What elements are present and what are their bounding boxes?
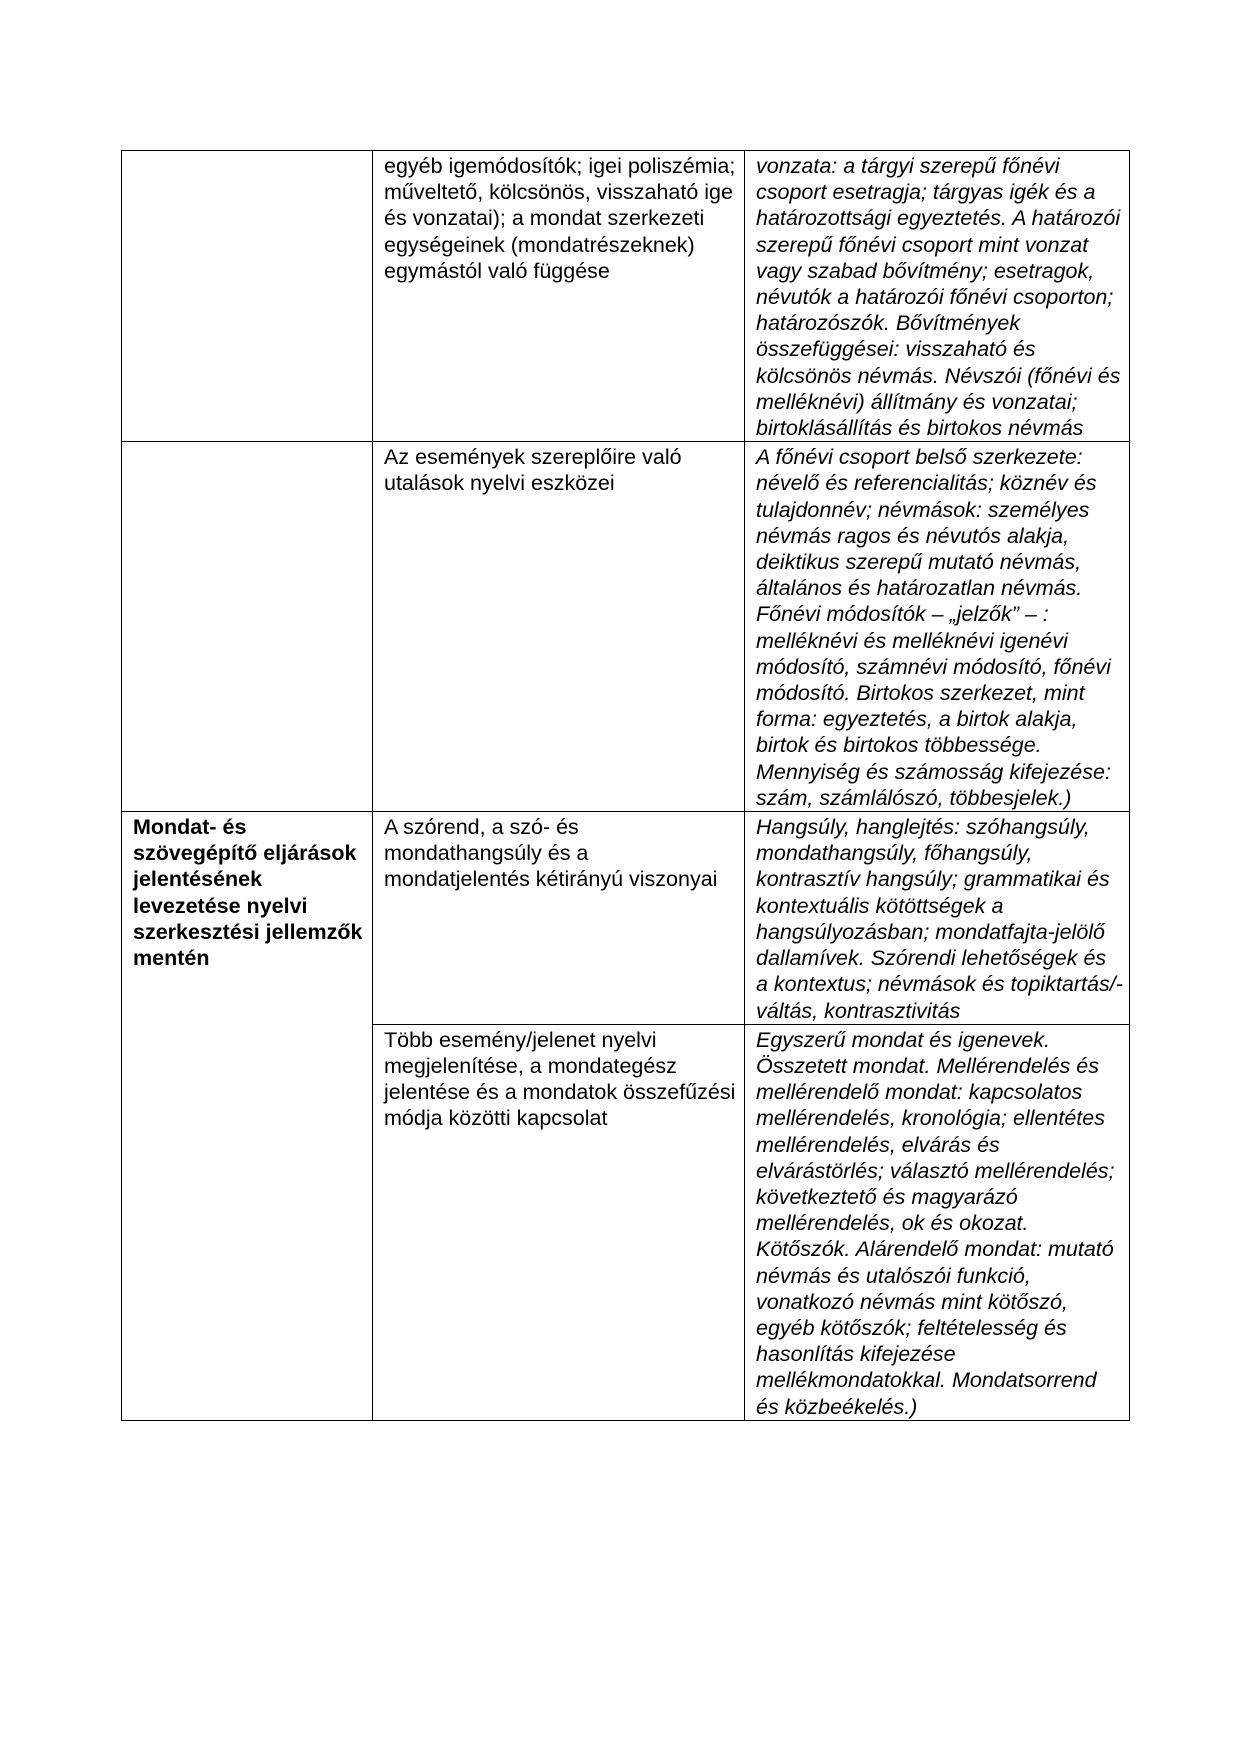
table-row	[122, 151, 1130, 442]
content-cell: Hangsúly, hanglejtés: szóhangsúly, mondathangsúly, főhangsúly, kontrasztív hangsúly; grammatikai és kontextuális kötöttségek a hangsúlyozásban; mondatfajta-jelölő dallamívek. Szórendi lehetőségek és a kontextus; névmások és topiktartás/-váltás, kontrasztivitás	[745, 812, 1130, 1025]
content-cell: Egyszerű mondat és igenevek. Összetett mondat. Mellérendelés és mellérendelő mondat: kapcsolatos mellérendelés, kronológia; ellentétes mellérendelés, elvárás és elvárástörlés; választó mellérendelés; következtető és magyarázó mellérendelés, ok és okozat. Kötőszók. Alárendelő mondat: mutató névmás és utalószói funkció, vonatkozó névmás mint kötőszó, egyéb kötőszók; feltételesség és hasonlítás kifejezése mellékmondatokkal. Mondatsorrend és közbeékelés.)	[745, 1024, 1130, 1420]
subtopic-cell: Több esemény/jelenet nyelvi megjelenítése, a mondategész jelentése és a mondatok összefűzési módja közötti kapcsolat	[373, 1024, 745, 1420]
table-row	[122, 812, 1130, 1025]
subtopic-cell: egyéb igemódosítók; igei poliszémia; műveltető, kölcsönös, visszaható ige és vonzatai); a mondat szerkezeti egységeinek (mondatrészeknek) egymástól való függése	[373, 151, 745, 442]
content-cell: A főnévi csoport belső szerkezete: névelő és referencialitás; köznév és tulajdonnév; névmások: személyes névmás ragos és névutós alakja, deiktikus szerepű mutató névmás, általános és határozatlan névmás. Főnévi módosítók – „jelzők” – : melléknévi és melléknévi igenévi módosító, számnévi módosító, főnévi módosító. Birtokos szerkezet, mint forma: egyeztetés, a birtok alakja, birtok és birtokos többessége. Mennyiség és számosság kifejezése: szám, számlálószó, többesjelek.)	[745, 442, 1130, 812]
topic-cell: Mondat- és szövegépítő eljárások jelentésének levezetése nyelvi szerkesztési jellemzők mentén	[122, 812, 373, 1421]
topic-cell	[122, 151, 373, 442]
table-row	[122, 442, 1130, 812]
topic-cell	[122, 442, 373, 812]
subtopic-cell: A szórend, a szó- és mondathangsúly és a mondatjelentés kétirányú viszonyai	[373, 812, 745, 1025]
content-cell: vonzata: a tárgyi szerepű főnévi csoport esetragja; tárgyas igék és a határozottsági egyeztetés. A határozói szerepű főnévi csoport mint vonzat vagy szabad bővítmény; esetragok, névutók a határozói főnévi csoporton; határozószók. Bővítmények összefüggései: visszaható és kölcsönös névmás. Névszói (főnévi és melléknévi) állítmány és vonzatai; birtoklásállítás és birtokos névmás	[745, 151, 1130, 442]
subtopic-cell: Az események szereplőire való utalások nyelvi eszközei	[373, 442, 745, 812]
curriculum-table	[121, 150, 1130, 1421]
